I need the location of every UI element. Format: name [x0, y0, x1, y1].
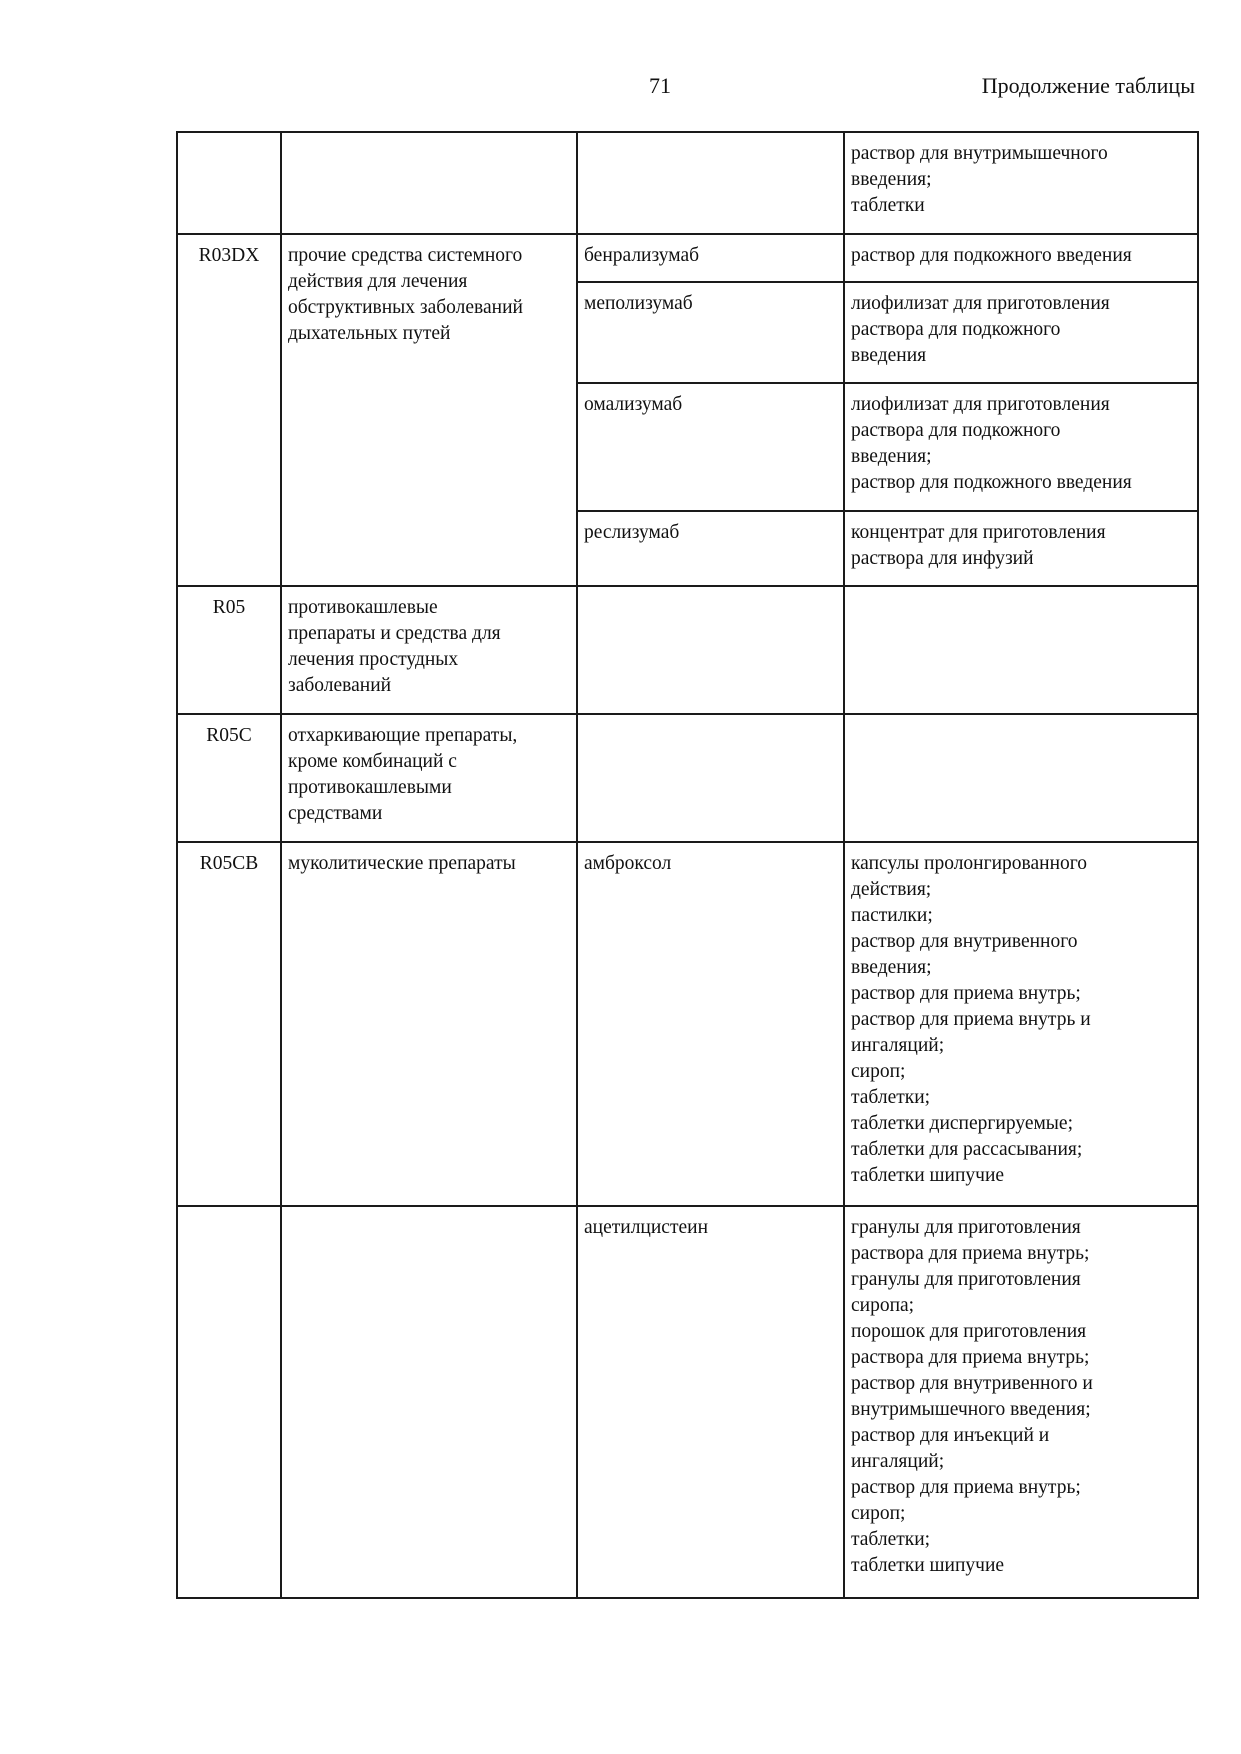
- form-line: раствор для приема внутрь и: [851, 1009, 1091, 1030]
- form-line: таблетки;: [851, 1087, 931, 1108]
- form-line: раствор для подкожного введения: [851, 245, 1132, 266]
- atc-code-cell: R05CB: [177, 842, 281, 1206]
- group-line: действия для лечения: [288, 271, 468, 292]
- atc-code-cell: R03DX: [177, 234, 281, 586]
- group-line: муколитические препараты: [288, 853, 516, 874]
- form-line: таблетки шипучие: [851, 1555, 1005, 1576]
- group-cell: [281, 132, 577, 234]
- group-line: дыхательных путей: [288, 323, 451, 344]
- substance-cell: реслизумаб: [577, 511, 844, 586]
- atc-code-cell: R05: [177, 586, 281, 714]
- form-line: действия;: [851, 879, 932, 900]
- table-row: [177, 132, 1198, 234]
- form-line: сироп;: [851, 1503, 906, 1524]
- substance-cell: [577, 714, 844, 842]
- form-line: таблетки;: [851, 1529, 931, 1550]
- forms-cell: [844, 132, 1198, 234]
- form-line: таблетки диспергируемые;: [851, 1113, 1073, 1134]
- atc-code-cell: R05C: [177, 714, 281, 842]
- table-continuation-label: Продолжение таблицы: [981, 73, 1195, 98]
- substance-cell: амброксол: [577, 842, 844, 1206]
- group-cell: [281, 842, 577, 1206]
- group-cell: [281, 1206, 577, 1598]
- form-line: раствора для подкожного: [851, 319, 1061, 340]
- forms-cell: [844, 842, 1198, 1206]
- substance-cell: ацетилцистеин: [577, 1206, 844, 1598]
- group-line: кроме комбинаций с: [288, 751, 457, 772]
- form-line: лиофилизат для приготовления: [851, 293, 1110, 314]
- form-line: гранулы для приготовления: [851, 1269, 1081, 1290]
- form-line: введения;: [851, 169, 932, 190]
- group-line: прочие средства системного: [288, 245, 523, 266]
- form-line: введения: [851, 345, 927, 366]
- form-line: порошок для приготовления: [851, 1321, 1087, 1342]
- group-cell: [281, 714, 577, 842]
- form-line: таблетки шипучие: [851, 1165, 1005, 1186]
- group-line: отхаркивающие препараты,: [288, 725, 518, 746]
- group-cell: [281, 586, 577, 714]
- form-line: введения;: [851, 957, 932, 978]
- form-line: раствор для подкожного введения: [851, 472, 1132, 493]
- group-cell: [281, 234, 577, 586]
- group-line: средствами: [288, 803, 383, 824]
- forms-cell: [844, 714, 1198, 842]
- form-line: введения;: [851, 446, 932, 467]
- table-row: [177, 586, 1198, 714]
- substance-cell: бенрализумаб: [577, 234, 844, 282]
- form-line: раствор для приема внутрь;: [851, 983, 1081, 1004]
- form-line: лиофилизат для приготовления: [851, 394, 1110, 415]
- form-line: сироп;: [851, 1061, 906, 1082]
- forms-cell: [844, 511, 1198, 586]
- form-line: гранулы для приготовления: [851, 1217, 1081, 1238]
- forms-cell: [844, 1206, 1198, 1598]
- form-line: сиропа;: [851, 1295, 915, 1316]
- form-line: раствор для внутримышечного: [851, 143, 1108, 164]
- atc-code-cell: [177, 1206, 281, 1598]
- form-line: раствора для подкожного: [851, 420, 1061, 441]
- forms-cell: [844, 282, 1198, 383]
- table-row: [177, 714, 1198, 842]
- form-line: раствор для внутривенного: [851, 931, 1078, 952]
- group-line: заболеваний: [288, 675, 392, 696]
- drug-table: [176, 131, 1199, 1599]
- form-line: пастилки;: [851, 905, 933, 926]
- substance-cell: [577, 586, 844, 714]
- table-row: [177, 842, 1198, 1206]
- group-line: противокашлевыми: [288, 777, 452, 798]
- forms-cell: [844, 234, 1198, 282]
- atc-code-cell: [177, 132, 281, 234]
- substance-cell: меполизумаб: [577, 282, 844, 383]
- form-line: раствора для инфузий: [851, 548, 1034, 569]
- group-line: обструктивных заболеваний: [288, 297, 523, 318]
- group-line: препараты и средства для: [288, 623, 501, 644]
- form-line: раствора для приема внутрь;: [851, 1347, 1090, 1368]
- form-line: таблетки: [851, 195, 925, 216]
- table-row: [177, 234, 1198, 282]
- forms-cell: [844, 586, 1198, 714]
- form-line: раствор для приема внутрь;: [851, 1477, 1081, 1498]
- form-line: таблетки для рассасывания;: [851, 1139, 1083, 1160]
- substance-cell: [577, 132, 844, 234]
- form-line: ингаляций;: [851, 1451, 945, 1472]
- substance-cell: омализумаб: [577, 383, 844, 511]
- form-line: ингаляций;: [851, 1035, 945, 1056]
- form-line: раствор для внутривенного и: [851, 1373, 1093, 1394]
- forms-cell: [844, 383, 1198, 511]
- form-line: внутримышечного введения;: [851, 1399, 1091, 1420]
- form-line: капсулы пролонгированного: [851, 853, 1088, 874]
- group-line: противокашлевые: [288, 597, 438, 618]
- form-line: концентрат для приготовления: [851, 522, 1106, 543]
- table-row: [177, 1206, 1198, 1598]
- form-line: раствора для приема внутрь;: [851, 1243, 1090, 1264]
- group-line: лечения простудных: [288, 649, 459, 670]
- form-line: раствор для инъекций и: [851, 1425, 1050, 1446]
- page-number: 71: [649, 73, 671, 98]
